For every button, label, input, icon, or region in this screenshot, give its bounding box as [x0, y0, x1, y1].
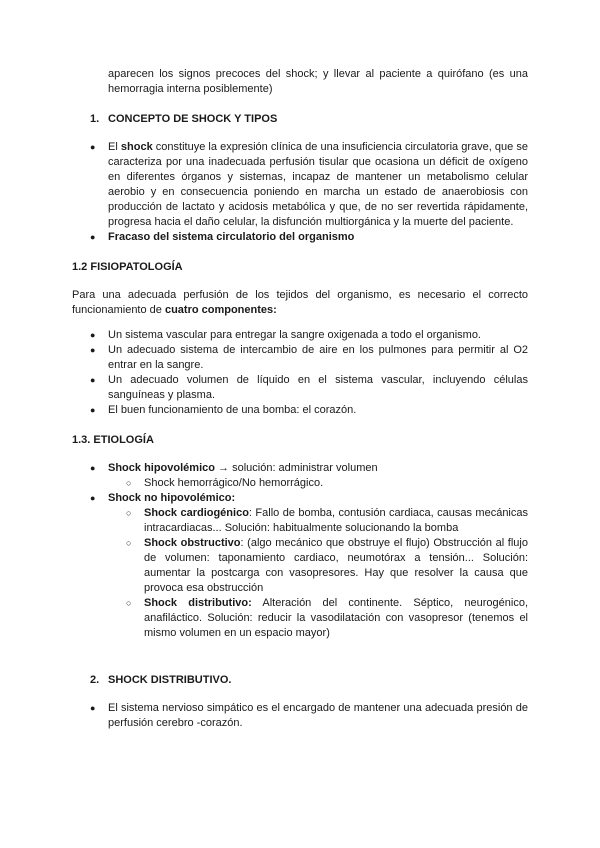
bullet-item: [90, 373, 528, 403]
text-run-bold: Shock cardiogénico: [144, 507, 249, 519]
bullet-text: Shock hemorrágico/No hemorrágico.: [144, 477, 324, 489]
text-run: El: [108, 141, 121, 153]
section2-paragraph: [72, 288, 528, 318]
bullet-item: [90, 403, 528, 418]
section2-heading: 1.2 FISIOPATOLOGÍA: [72, 261, 183, 273]
bullet-text: [108, 140, 528, 230]
bullet-text: Un adecuado volumen de líquido en el sistema vascular, incluyendo células sanguíneas y plasma.: [108, 374, 528, 401]
bullet-item: [90, 328, 528, 343]
bullet-disc-marker: ●: [90, 142, 96, 152]
section1-heading: [90, 112, 528, 127]
bullet-item: [90, 701, 528, 731]
sub-bullet-item: [126, 536, 528, 596]
heading-number: 2.: [90, 674, 100, 686]
bullet-disc-marker: ●: [90, 375, 96, 385]
section4-heading: [90, 673, 528, 688]
text-run-bold: Shock distributivo:: [144, 597, 252, 609]
heading-title: CONCEPTO DE SHOCK Y TIPOS: [108, 113, 278, 125]
text-run: constituye la expresión clínica de una insuficiencia circulatoria grave, que se caracteriza por una inadecuada perfusión tisular que ocasiona un déficit de oxígeno en diferentes órganos y sistemas, incapaz de mantener un metabolismo celular aerobio y en consecuencia poniendo en marcha un estado de anaerobiosis con producción de lactato y acidosis metabólica y que, de no ser revertida rápidamente, progresa hacia el daño celular, la disfunción multiorgánica y la muerte del paciente.: [108, 141, 528, 228]
section1-list: [72, 140, 528, 245]
bullet-text: [108, 491, 528, 506]
bullet-item: [90, 491, 528, 506]
bullet-disc-marker: ●: [90, 463, 96, 473]
bullet-circle-marker: ○: [126, 538, 132, 548]
text-run: : (algo mecánico que obstruye el flujo) Obstrucción al flujo de volumen: taponamiento cardiaco, neumotórax a tensión... Solución: aumentar la postcarga con vasopresores. Hay que resolver la causa que provoca esa obstrucción: [144, 537, 528, 594]
text-run-bold: shock: [120, 141, 153, 153]
bullet-text: [144, 536, 528, 596]
bullet-item: [90, 343, 528, 373]
section4-list: [72, 701, 528, 731]
text-run-bold: Shock obstructivo: [144, 537, 241, 549]
bullet-circle-marker: ○: [126, 508, 132, 518]
bullet-text: [108, 230, 528, 245]
text-run: Para una adecuada perfusión de los tejidos del organismo, es necesario el correcto funcionamiento de: [72, 289, 528, 316]
sub-bullet-item: [126, 476, 528, 491]
heading-title: SHOCK DISTRIBUTIVO.: [108, 674, 232, 686]
bullet-disc-marker: ●: [90, 493, 96, 503]
heading-number: 1.: [90, 113, 100, 125]
bullet-disc-marker: ●: [90, 405, 96, 415]
bullet-disc-marker: ●: [90, 345, 96, 355]
section2-list: [72, 328, 528, 418]
sub-bullet-item: [126, 596, 528, 641]
text-run-bold: cuatro componentes:: [164, 304, 277, 316]
bullet-text: El buen funcionamiento de una bomba: el corazón.: [108, 404, 357, 416]
bullet-disc-marker: ●: [90, 232, 96, 242]
text-run: → solución: administrar volumen: [214, 462, 378, 474]
bullet-disc-marker: ●: [90, 703, 96, 713]
intro-paragraph: aparecen los signos precoces del shock; y llevar al paciente a quirófano (es una hemorragia interna posiblemente): [108, 68, 528, 95]
text-run-bold: Shock hipovolémico: [108, 462, 215, 474]
bullet-text: [144, 506, 528, 536]
text-run: : Fallo de bomba, contusión cardiaca, causas mecánicas intracardiacas... Solución: habitualmente solucionando la bomba: [144, 507, 528, 534]
section3-heading: 1.3. ETIOLOGÍA: [72, 434, 154, 446]
bullet-item: [90, 461, 528, 476]
bullet-circle-marker: ○: [126, 598, 132, 608]
bullet-text: [108, 461, 528, 476]
bullet-text: El sistema nervioso simpático es el encargado de mantener una adecuada presión de perfusión cerebro -corazón.: [108, 702, 528, 729]
bullet-item: [90, 140, 528, 230]
bullet-circle-marker: ○: [126, 478, 132, 488]
bullet-text: Un adecuado sistema de intercambio de aire en los pulmones para permitir al O2 entrar en la sangre.: [108, 344, 528, 371]
bullet-text: Un sistema vascular para entregar la sangre oxigenada a todo el organismo.: [108, 329, 481, 341]
sub-bullet-item: [126, 506, 528, 536]
text-run-bold: Shock no hipovolémico:: [108, 492, 236, 504]
section3-list: [72, 461, 528, 641]
bullet-item: [90, 230, 528, 245]
bullet-text: [144, 596, 528, 641]
text-run: Alteración del continente. Séptico, neurogénico, anafiláctico. Solución: reducir la vasodilatación con vasopresor (tenemos el mismo volumen en un espacio mayor): [144, 597, 528, 639]
text-run-bold: Fracaso del sistema circulatorio del organismo: [108, 231, 355, 243]
bullet-disc-marker: ●: [90, 330, 96, 340]
